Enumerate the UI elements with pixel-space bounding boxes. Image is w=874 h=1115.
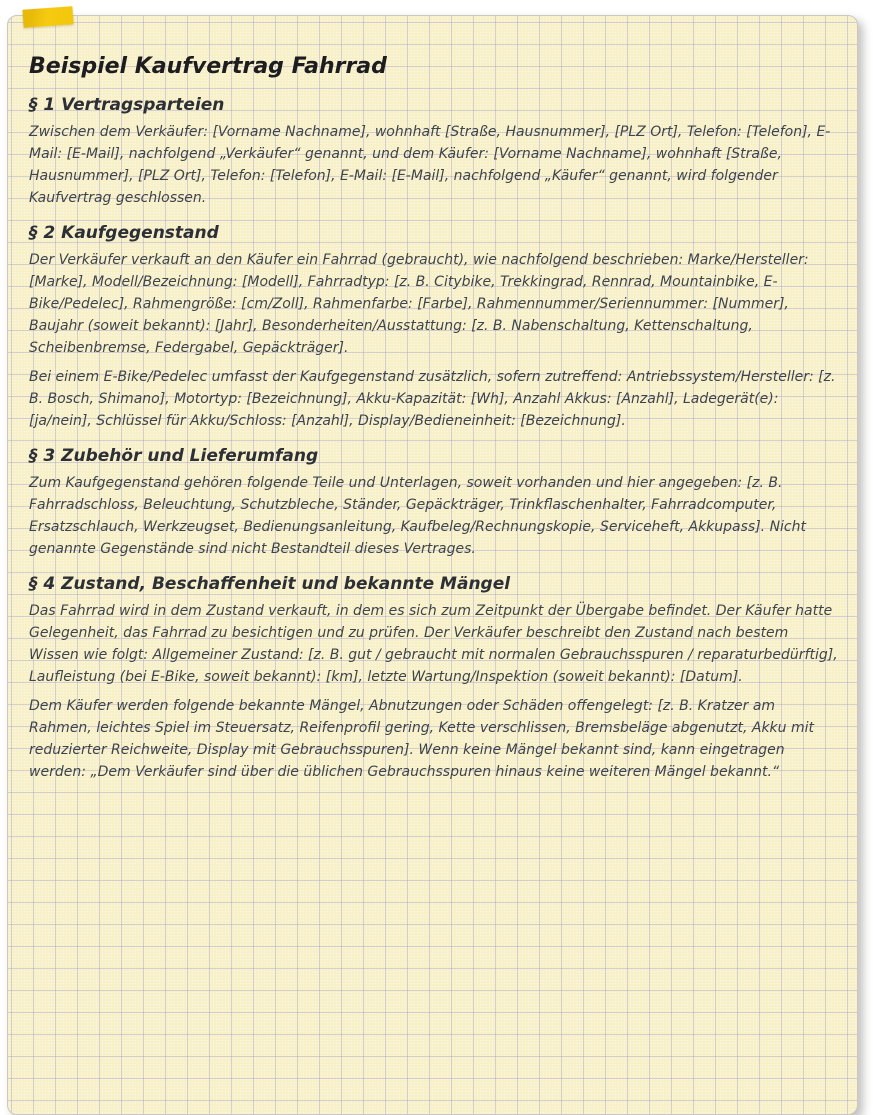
contract-section-4	[29, 574, 838, 783]
tape-decoration	[22, 6, 73, 27]
section-heading-2: § 2 Kaufgegenstand	[29, 223, 219, 243]
section-1-paragraph-1: Zwischen dem Verkäufer: [Vorname Nachname], wohnhaft [Straße, Hausnummer], [PLZ Ort], Telefon: [Telefon], E-Mail: [E-Mail], nachfolgend „Verkäufer“ genannt, und dem Käufer: [Vorname Nachname], wohnhaft [Straße, Hausnummer], [PLZ Ort], Telefon: [Telefon], E-Mail: [E-Mail], nachfolgend „Käufer“ genannt, wird folgender Kaufvertrag geschlossen.	[29, 124, 831, 206]
section-4-paragraph-2: Dem Käufer werden folgende bekannte Mängel, Abnutzungen oder Schäden offengelegt: [z. B. Kratzer am Rahmen, leichtes Spiel im Steuersatz, Reifenprofil gering, Kette verschlissen, Bremsbeläge abgenutzt, Akku mit reduzierter Reichweite, Display mit Gebrauchsspuren]. Wenn keine Mängel bekannt sind, kann eingetragen werden: „Dem Verkäufer sind über die üblichen Gebrauchsspuren hinaus keine weiteren Mängel bekannt.“	[29, 698, 814, 780]
section-2-paragraph-2: Bei einem E-Bike/Pedelec umfasst der Kaufgegenstand zusätzlich, sofern zutreffend: Antriebssystem/Hersteller: [z. B. Bosch, Shimano], Motortyp: [Bezeichnung], Akku-Kapazität: [Wh], Anzahl Akkus: [Anzahl], Ladegerät(e): [ja/nein], Schlüssel für Akku/Schloss: [Anzahl], Display/Bedieneinheit: [Bezeichnung].	[29, 369, 836, 429]
contract-document	[8, 16, 857, 830]
note-paper	[7, 15, 858, 1115]
section-heading-3: § 3 Zubehör und Lieferumfang	[29, 446, 319, 466]
contract-section-1	[29, 95, 838, 209]
section-2-paragraph-1: Der Verkäufer verkauft an den Käufer ein Fahrrad (gebraucht), wie nachfolgend beschrieben: Marke/Hersteller: [Marke], Modell/Bezeichnung: [Modell], Fahrradtyp: [z. B. Citybike, Trekkingrad, Rennrad, Mountainbike, E-Bike/Pedelec], Rahmengröße: [cm/Zoll], Rahmenfarbe: [Farbe], Rahmennummer/Seriennummer: [Nummer], Baujahr (soweit bekannt): [Jahr], Besonderheiten/Ausstattung: [z. B. Nabenschaltung, Kettenschaltung, Scheibenbremse, Federgabel, Gepäckträger].	[29, 252, 809, 356]
section-heading-4: § 4 Zustand, Beschaffenheit und bekannte Mängel	[29, 574, 511, 594]
section-3-paragraph-1: Zum Kaufgegenstand gehören folgende Teile und Unterlagen, soweit vorhanden und hier angegeben: [z. B. Fahrradschloss, Beleuchtung, Schutzbleche, Ständer, Gepäckträger, Trinkflaschenhalter, Fahrradcomputer, Ersatzschlauch, Werkzeugset, Bedienungsanleitung, Kaufbeleg/Rechnungskopie, Serviceheft, Akkupass]. Nicht genannte Gegenstände sind nicht Bestandteil dieses Vertrages.	[29, 475, 806, 557]
section-4-paragraph-1: Das Fahrrad wird in dem Zustand verkauft, in dem es sich zum Zeitpunkt der Übergabe befindet. Der Käufer hatte Gelegenheit, das Fahrrad zu besichtigen und zu prüfen. Der Verkäufer beschreibt den Zustand nach bestem Wissen wie folgt: Allgemeiner Zustand: [z. B. gut / gebraucht mit normalen Gebrauchsspuren / reparaturbedürftig], Laufleistung (bei E-Bike, soweit bekannt): [km], letzte Wartung/Inspektion (soweit bekannt): [Datum].	[29, 603, 838, 685]
section-heading-1: § 1 Vertragsparteien	[29, 95, 225, 115]
contract-section-2	[29, 223, 838, 432]
contract-section-3	[29, 446, 838, 560]
document-title: Beispiel Kaufvertrag Fahrrad	[29, 54, 387, 79]
